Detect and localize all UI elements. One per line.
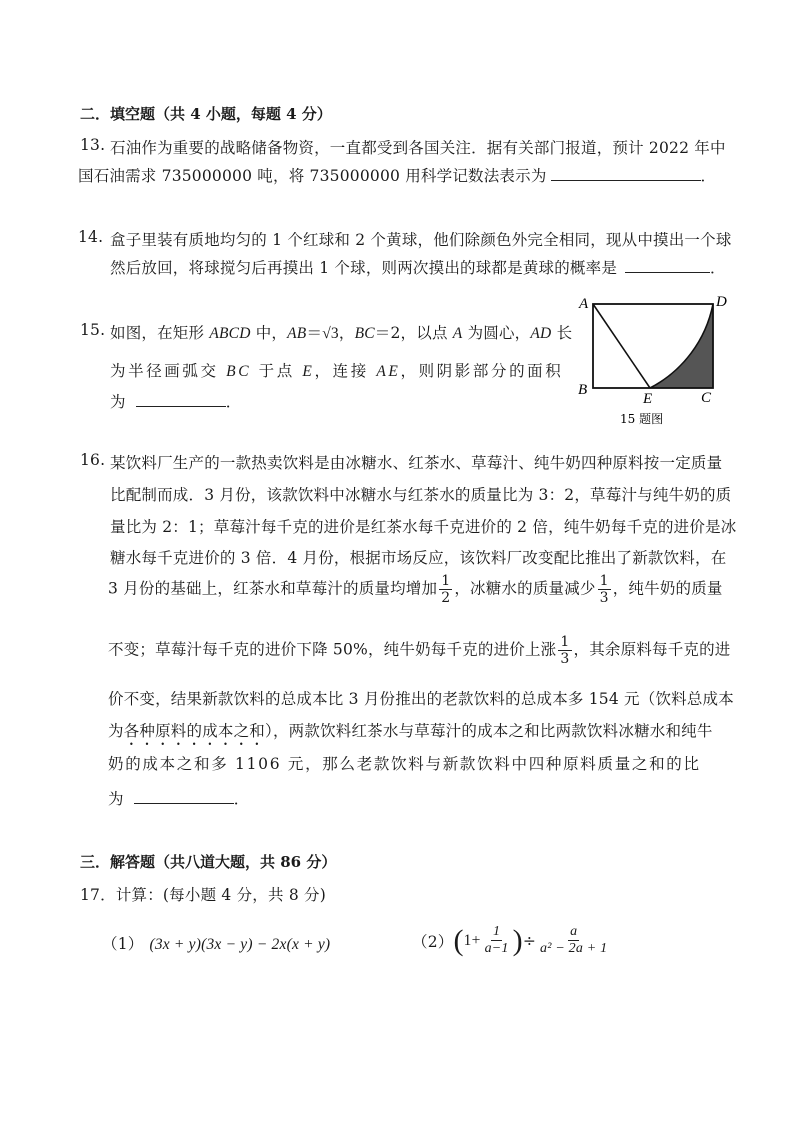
divide-sign: ÷ [522,931,537,950]
label-d: D [716,294,727,310]
part-2-outer-fraction: $\frac{a}{\text{a² − 2a + 1}}$ [540,924,608,956]
question-16-line-9: 奶的成本之和多 1106 元，那么老款饮料与新款饮料中四种原料质量之和的比 [108,755,701,773]
label-b: B [578,382,588,398]
question-17-title: 17．计算：(每小题 4 分，共 8 分) [80,886,326,904]
question-16-line-2: 比配制而成．3 月份，该款饮料中冰糖水与红茶水的质量比为 3：2，草莓汁与纯牛奶的质 [110,486,732,504]
part-2-label: （2） [412,932,454,951]
question-13-number: 13. [80,136,106,154]
answer-blank-13[interactable] [551,166,701,181]
question-16-line-6: 不变；草莓汁每千克的进价下降 50%，纯牛奶每千克的进价上涨 $\frac{1}{3}$ ，其余原料每千克的进 [108,634,731,667]
fraction-one-third-b: $\frac{1}{3}$ [560,634,570,667]
section-3-title: 三．解答题（共八道大题，共 86 分） [80,853,337,871]
question-16-line-1: 某饮料厂生产的一款热卖饮料是由冰糖水、红茶水、草莓汁、纯牛奶四种原料按一定质量 [110,454,723,472]
part-1-label: （1） [102,935,144,953]
question-13-text: 国石油需求 735000000 吨，将 735000000 用科学记数法表示为 [78,167,547,185]
part-1-expression: (3x + y)(3x − y) − 2x(x + y) [149,936,331,953]
part-2-one-plus: 1+ [463,931,481,949]
sqrt-3: √3 [322,325,339,342]
right-paren: ) [512,923,523,957]
figure-caption: 15 题图 [620,412,664,426]
question-15-line-1: 如图，在矩形 ABCD 中，AB＝√3，BC＝2，以点 A 为圆心，AD 长 [110,324,573,342]
question-13-line-1: 石油作为重要的战略储备物资，一直都受到各国关注．据有关部门报道，预计 2022 年中 [110,139,726,157]
question-14-end: ． [710,259,726,277]
fraction-one-third: $\frac{1}{3}$ [599,573,609,606]
question-16-line-5: 3 月份的基础上，红茶水和草莓汁的质量均增加 $\frac{1}{2}$ ，冰糖水的质量减少 $\frac{1}{3}$ ，纯牛奶的质量 [108,573,723,606]
emphasized-text: 各种原料的成本之和 [123,722,266,740]
question-13-end: ． [700,167,717,185]
figure-15 [570,290,740,435]
answer-blank-16[interactable] [134,789,234,804]
question-14-number: 14. [78,228,104,246]
question-16-line-4: 糖水每千克进价的 3 倍．4 月份，根据市场反应，该饮料厂改变配比推出了新款饮料，在 [110,549,727,567]
question-16-line-8: 为各种原料的成本之和），两款饮料红茶水与草莓汁的成本之和比两款饮料冰糖水和纯牛 [108,722,713,740]
question-17-part-1 [102,932,330,954]
question-13-line-2 [78,164,716,186]
question-16-line-7: 价不变，结果新款饮料的总成本比 3 月份推出的老款饮料的总成本多 154 元（饮料总成本 [108,690,734,708]
question-14-line-2 [110,256,726,278]
label-e: E [643,391,653,407]
question-16-number: 16. [80,451,106,469]
question-14-line-1: 盒子里装有质地均匀的 1 个红球和 2 个黄球，他们除颜色外完全相同，现从中摸出一个球 [110,231,732,249]
part-2-inner-fraction: $\frac{1}{a-1}$ [484,924,509,956]
question-15-line-2: 为半径画弧交 BC 于点 E，连接 AE，则阴影部分的面积 [110,362,564,380]
label-a: A [579,296,589,312]
shaded-region [650,304,713,388]
question-16-line-3: 量比为 2：1；草莓汁每千克的进价是红茶水每千克进价的 2 倍，纯牛奶每千克的进价是冰 [110,518,737,536]
segment-ae [593,304,650,388]
question-17-part-2 [412,924,611,957]
fraction-one-half: $\frac{1}{2}$ [441,573,451,606]
question-15-line-3: 为 ． [110,393,242,411]
left-paren: ( [453,923,464,957]
answer-blank-15[interactable] [136,392,226,407]
answer-blank-14[interactable] [625,258,710,273]
question-16-line-10: 为 ． [108,790,250,808]
label-c: C [701,390,712,406]
section-2-title: 二．填空题（共 4 小题，每题 4 分） [80,105,332,123]
question-14-text: 然后放回，将球搅匀后再摸出 1 个球，则两次摸出的球都是黄球的概率是 [110,259,618,277]
question-15-number: 15. [80,321,106,339]
